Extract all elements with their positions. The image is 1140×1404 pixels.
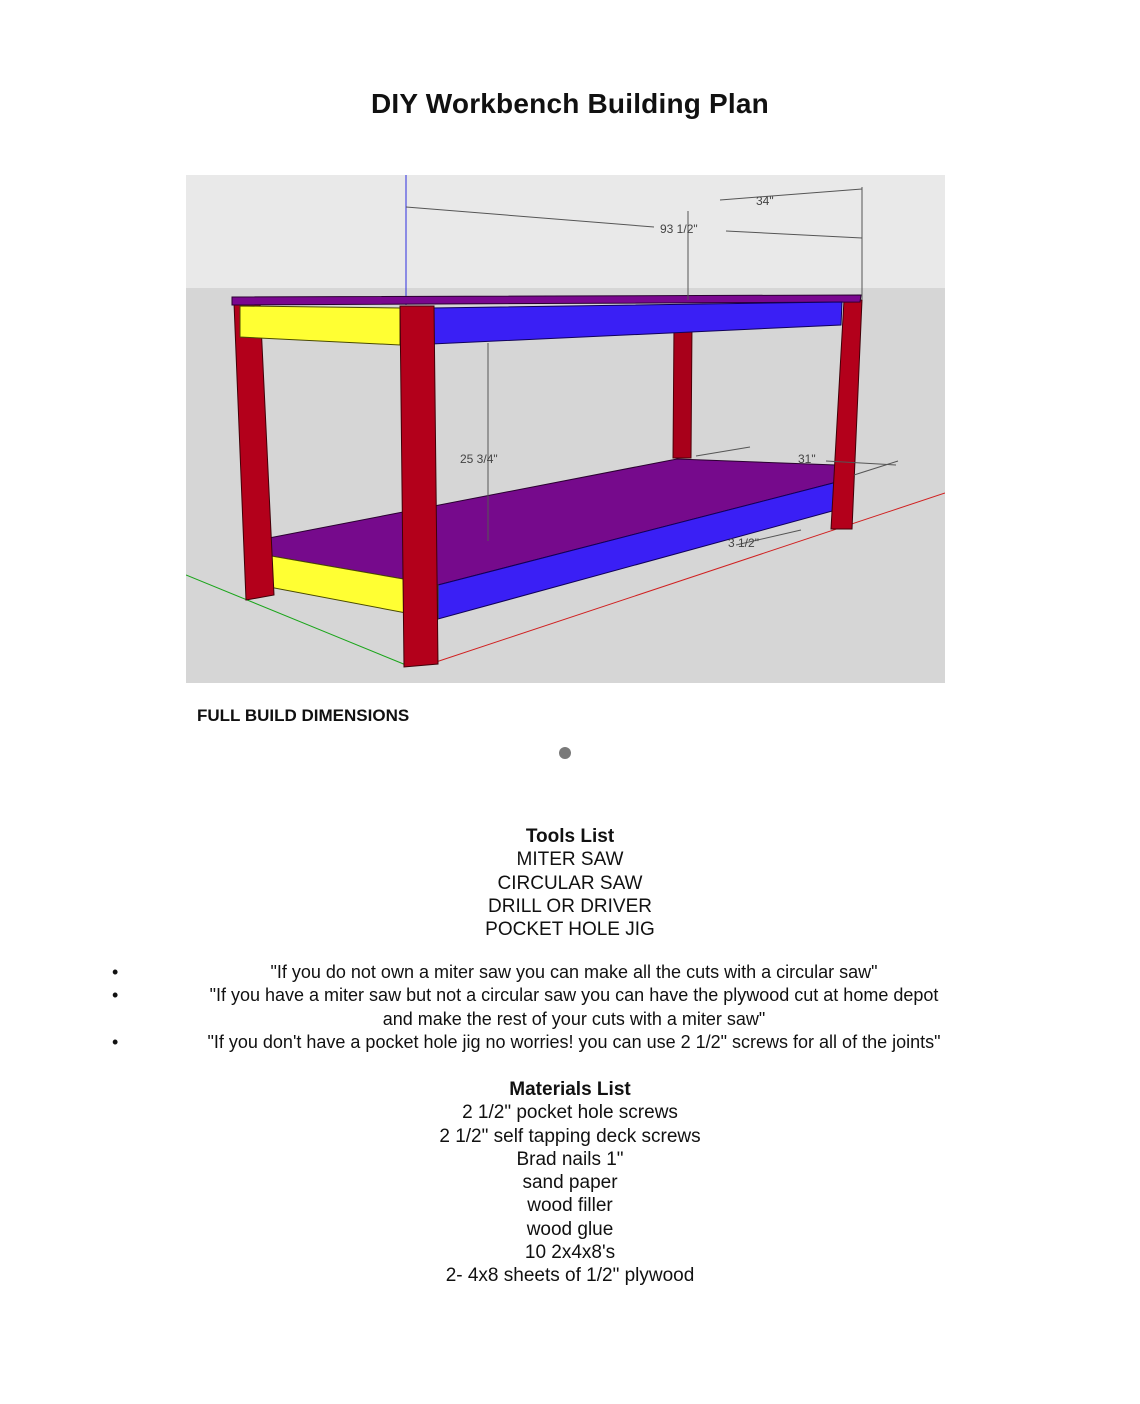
sky: [186, 175, 945, 288]
bullet: •: [112, 962, 119, 982]
note-line: "If you have a miter saw but not a circular saw you can have the plywood cut at home depot: [209, 985, 939, 1006]
tools-list: [0, 825, 1140, 941]
dim-width: 34": [756, 194, 774, 208]
dim-shelf-height: 25 3/4": [460, 452, 498, 466]
material-item: wood filler: [527, 1195, 613, 1217]
note-item: [112, 961, 1022, 984]
note-line: and make the rest of your cuts with a miter saw": [382, 1008, 766, 1029]
bullet: •: [112, 985, 119, 1006]
dim-length: 93 1/2": [660, 222, 698, 236]
note-item: [112, 1031, 1022, 1054]
notes-list: [112, 961, 1022, 1055]
materials-heading: Materials List: [509, 1079, 631, 1100]
back-leg-right: [673, 325, 692, 458]
tool-item: DRILL OR DRIVER: [488, 895, 652, 917]
tool-item: MITER SAW: [516, 849, 624, 871]
tool-item: CIRCULAR SAW: [497, 872, 643, 894]
material-item: 2 1/2" pocket hole screws: [462, 1102, 678, 1124]
page-title: DIY Workbench Building Plan: [371, 88, 769, 119]
dim-shelf-depth: 31": [798, 452, 816, 466]
note-item: [112, 984, 1022, 1031]
note-line: "If you don't have a pocket hole jig no worries! you can use 2 1/2" screws for all of the joints": [207, 1032, 941, 1053]
dim-apron-inset: 3 1/2": [728, 536, 759, 550]
separator-dot: [559, 747, 571, 759]
material-item: Brad nails 1": [516, 1148, 624, 1170]
material-item: 10 2x4x8's: [524, 1242, 616, 1264]
note-line: "If you do not own a miter saw you can make all the cuts with a circular saw": [270, 962, 878, 982]
material-item: 2 1/2" self tapping deck screws: [439, 1125, 701, 1147]
material-item: sand paper: [522, 1172, 618, 1194]
front-leg-left: [400, 306, 438, 667]
bullet: •: [112, 1032, 119, 1053]
material-item: 2- 4x8 sheets of 1/2" plywood: [445, 1265, 695, 1287]
tools-heading: Tools List: [525, 826, 615, 847]
materials-list: [0, 1078, 1140, 1288]
tool-item: POCKET HOLE JIG: [485, 919, 655, 941]
material-item: wood glue: [526, 1218, 614, 1240]
workbench-diagram: [186, 175, 945, 683]
figure-caption: FULL BUILD DIMENSIONS: [197, 706, 410, 725]
